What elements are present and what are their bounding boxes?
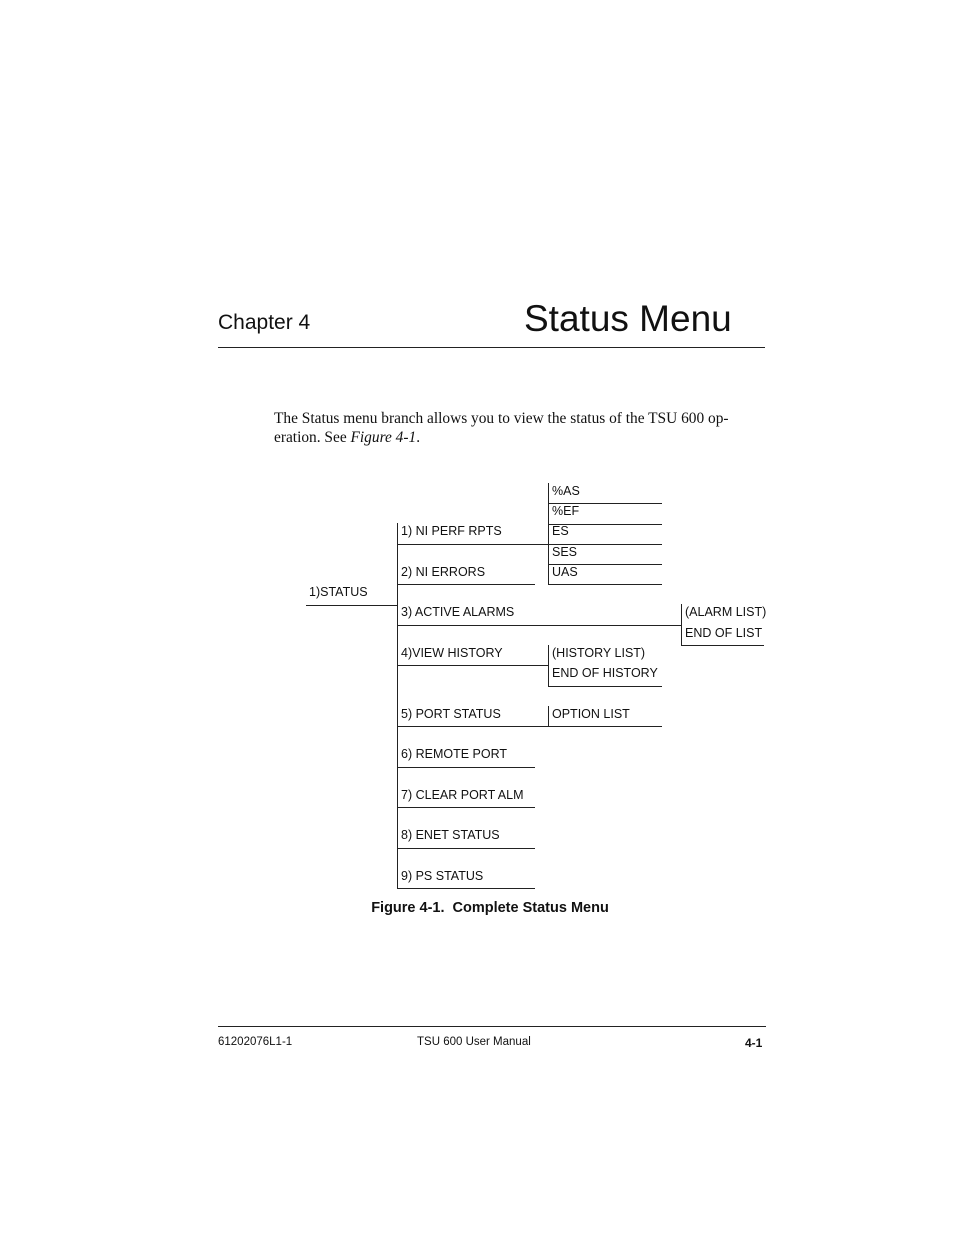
alarm-list-item: (ALARM LIST) <box>685 605 767 619</box>
menu-item-divider <box>397 807 535 808</box>
menu-item-enet-status: 8) ENET STATUS <box>401 828 500 842</box>
root-underline <box>306 605 398 606</box>
menu-root-status: 1)STATUS <box>309 585 368 599</box>
page-title: Status Menu <box>524 298 732 339</box>
footer-manual-title: TSU 600 User Manual <box>417 1036 531 1048</box>
menu-item-remote-port: 6) REMOTE PORT <box>401 747 508 761</box>
perf-divider <box>548 544 662 545</box>
history-list-item: (HISTORY LIST) <box>552 646 646 660</box>
menu-trunk-line <box>397 523 398 888</box>
menu-item-divider <box>397 848 535 849</box>
menu-item-divider <box>397 665 549 666</box>
menu-item-divider <box>397 584 535 585</box>
perf-divider <box>548 584 662 585</box>
menu-item-divider <box>397 767 535 768</box>
perf-item-ses: SES <box>552 545 578 559</box>
footer-doc-number: 61202076L1-1 <box>218 1036 293 1048</box>
menu-item-view-history: 4)VIEW HISTORY <box>401 646 503 660</box>
perf-item-as: %AS <box>552 484 580 498</box>
figure-title: Complete Status Menu <box>452 900 609 916</box>
history-divider <box>548 686 662 687</box>
figure-reference: Figure 4-1 <box>350 428 417 446</box>
figure-label: Figure 4-1. <box>371 900 445 916</box>
history-submenu-line <box>548 645 549 686</box>
menu-item-ni-errors: 2) NI ERRORS <box>401 565 486 579</box>
menu-item-port-status: 5) PORT STATUS <box>401 707 501 721</box>
port-divider <box>548 726 662 727</box>
history-end-item: END OF HISTORY <box>552 666 658 680</box>
menu-item-divider <box>397 625 682 626</box>
menu-item-ps-status: 9) PS STATUS <box>401 869 484 883</box>
menu-item-divider <box>397 544 549 545</box>
footer-divider <box>218 1026 766 1027</box>
menu-item-divider <box>397 888 535 889</box>
chapter-label: Chapter 4 <box>218 311 311 334</box>
port-option-list: OPTION LIST <box>552 707 630 721</box>
menu-item-active-alarms: 3) ACTIVE ALARMS <box>401 605 515 619</box>
menu-item-ni-perf-rpts: 1) NI PERF RPTS <box>401 524 502 538</box>
perf-submenu-line <box>548 483 549 585</box>
figure-caption <box>0 900 954 916</box>
footer-page-number: 4-1 <box>745 1036 763 1050</box>
intro-text-end: . <box>416 428 421 446</box>
alarm-end-of-list: END OF LIST <box>685 626 763 640</box>
alarm-divider <box>681 645 764 646</box>
perf-item-ef: %EF <box>552 504 580 518</box>
menu-item-clear-port-alm: 7) CLEAR PORT ALM <box>401 788 524 802</box>
perf-item-uas: UAS <box>552 565 578 579</box>
alarm-submenu-line <box>681 604 682 645</box>
intro-text: The Status menu branch allows you to view the status of the TSU 600 op-eration. See <box>274 410 729 446</box>
perf-item-es: ES <box>552 524 569 538</box>
port-submenu-line <box>548 706 549 726</box>
menu-item-divider <box>397 726 549 727</box>
